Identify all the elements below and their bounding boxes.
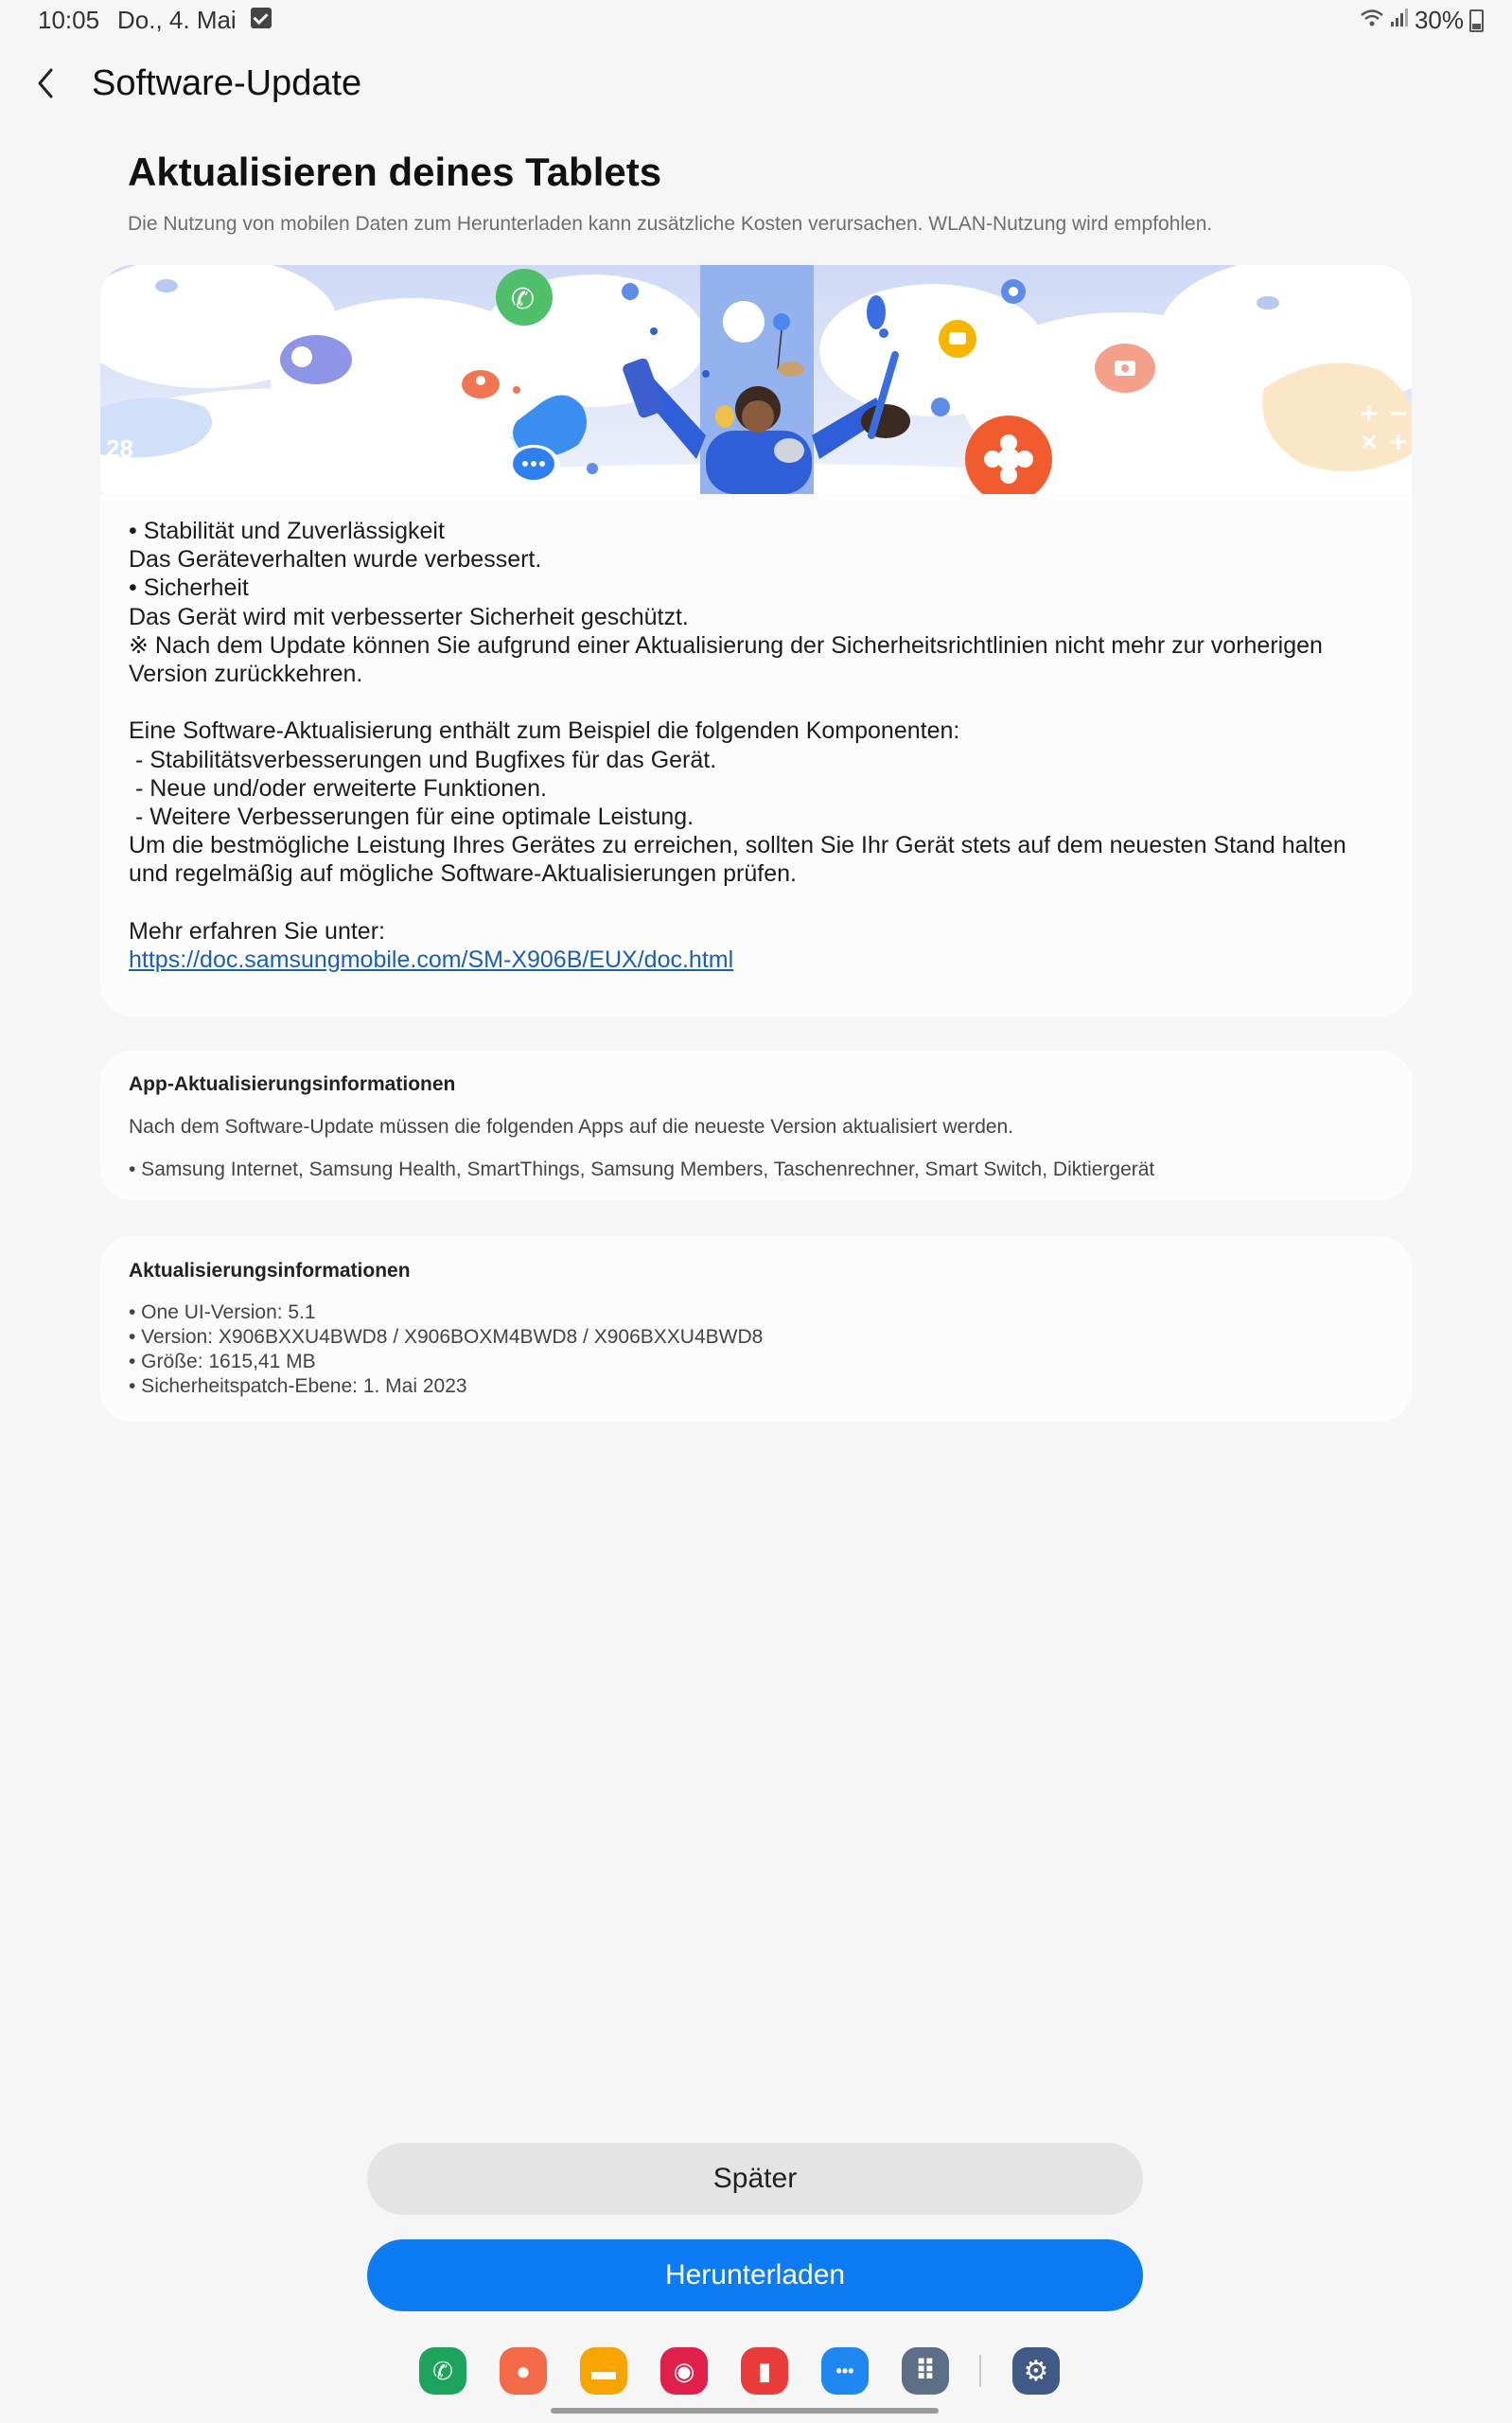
my-files-app-icon[interactable] — [580, 2347, 627, 2395]
release-note-line: • Stabilität und Zuverlässigkeit — [129, 518, 445, 544]
release-note-line — [129, 889, 1387, 917]
update-info-title: Aktualisierungsinformationen — [129, 1260, 411, 1282]
release-note-line: Version zurückkehren. — [129, 661, 363, 688]
later-button[interactable]: Später — [367, 2143, 1143, 2215]
grid-icon: ⠿ — [914, 2355, 937, 2387]
build-version: • Version: X906BXXU4BWD8 / X906BOXM4BWD8 / X906BXXU4BWD8 — [129, 1326, 764, 1348]
download-size: • Größe: 1615,41 MB — [129, 1351, 316, 1372]
app-update-info-title: App-Aktualisierungsinformationen — [129, 1073, 456, 1095]
status-right — [1360, 6, 1484, 35]
svg-text:× +: × + — [1359, 428, 1409, 456]
app-drawer-icon[interactable] — [902, 2347, 949, 2395]
app-update-list: • Samsung Internet, Samsung Health, SmartThings, Samsung Members, Taschenrechner, Smart Switch, Diktiergerät — [129, 1158, 1155, 1180]
release-note-line: Um die bestmögliche Leistung Ihres Gerätes zu erreichen, sollten Sie Ihr Gerät stets auf dem neuesten Stand halten — [129, 832, 1346, 859]
release-note-line: Mehr erfahren Sie unter: — [129, 917, 385, 945]
messages-app-icon[interactable] — [821, 2347, 869, 2395]
update-illustration — [100, 265, 1412, 494]
release-notes-lines — [129, 517, 1387, 946]
documentation-link[interactable]: https://doc.samsungmobile.com/SM-X906B/EUX/doc.html — [129, 946, 734, 974]
svg-text:✆: ✆ — [511, 283, 536, 316]
release-note-line: ※ Nach dem Update können Sie aufgrund einer Aktualisierung der Sicherheitsrichtlinien nicht mehr zur vorherigen — [129, 631, 1323, 659]
release-note-line: und regelmäßig auf mögliche Software-Aktualisierungen prüfen. — [129, 860, 797, 888]
release-note-line: - Weitere Verbesserungen für eine optimale Leistung. — [129, 804, 694, 831]
headline: Aktualisieren deines Tablets — [128, 150, 662, 194]
download-button[interactable]: Herunterladen — [367, 2239, 1143, 2311]
notes-icon: ▮ — [757, 2356, 772, 2385]
app-dock — [0, 2347, 1512, 2400]
app-update-info-description: Nach dem Software-Update müssen die folgenden Apps auf die neueste Version aktualisiert werden. — [129, 1116, 1014, 1138]
phone-app-icon[interactable] — [419, 2347, 466, 2395]
gear-icon: ⚙ — [1023, 2355, 1049, 2387]
one-ui-version: • One UI-Version: 5.1 — [129, 1301, 316, 1323]
home-gesture-bar[interactable] — [551, 2408, 939, 2414]
folder-icon: ▬ — [591, 2356, 616, 2385]
update-info-lines — [129, 1300, 763, 1399]
battery-percent: 30% — [1414, 6, 1464, 34]
chat-icon: ••• — [835, 2361, 854, 2380]
status-bar — [0, 0, 1512, 42]
release-notes-card — [100, 265, 1412, 1017]
phone-icon: ✆ — [432, 2356, 453, 2385]
release-notes-text — [129, 517, 1387, 974]
signal-icon — [1390, 8, 1409, 34]
camera-icon: ◉ — [673, 2356, 695, 2385]
svg-text:+ −: + − — [1359, 399, 1409, 428]
status-date: Do., 4. Mai — [117, 6, 237, 34]
battery-icon — [1469, 9, 1484, 32]
data-usage-notice: Die Nutzung von mobilen Daten zum Herunterladen kann zusätzliche Kosten verursachen. WLAN-Nutzung wird empfohlen. — [128, 213, 1213, 235]
release-note-line: Das Gerät wird mit verbesserter Sicherheit geschützt. — [129, 603, 689, 630]
wifi-icon — [1360, 8, 1384, 34]
contacts-icon: ● — [516, 2356, 531, 2385]
release-note-line: - Neue und/oder erweiterte Funktionen. — [129, 774, 547, 802]
release-note-line: Eine Software-Aktualisierung enthält zum Beispiel die folgenden Komponenten: — [129, 717, 960, 745]
page-title: Software-Update — [92, 63, 362, 103]
release-note-line: • Sicherheit — [129, 575, 249, 602]
back-button[interactable] — [26, 62, 64, 104]
update-info-card — [100, 1236, 1412, 1422]
app-bar — [0, 57, 1512, 114]
dock-divider — [979, 2355, 981, 2387]
chevron-left-icon — [26, 62, 64, 104]
camera-app-icon[interactable] — [660, 2347, 708, 2395]
settings-app-icon[interactable] — [1012, 2347, 1060, 2395]
release-note-line: Das Geräteverhalten wurde verbessert. — [129, 546, 542, 574]
security-patch-level: • Sicherheitspatch-Ebene: 1. Mai 2023 — [129, 1375, 467, 1397]
status-time: 10:05 — [38, 6, 100, 34]
task-notification-icon — [251, 8, 272, 28]
banner-calendar-day: 28 — [106, 434, 133, 463]
release-note-line — [129, 688, 1387, 716]
app-update-info-card — [100, 1051, 1412, 1200]
notes-app-icon[interactable] — [741, 2347, 788, 2395]
contacts-app-icon[interactable] — [500, 2347, 547, 2395]
release-note-line: - Stabilitätsverbesserungen und Bugfixes für das Gerät. — [129, 746, 717, 773]
